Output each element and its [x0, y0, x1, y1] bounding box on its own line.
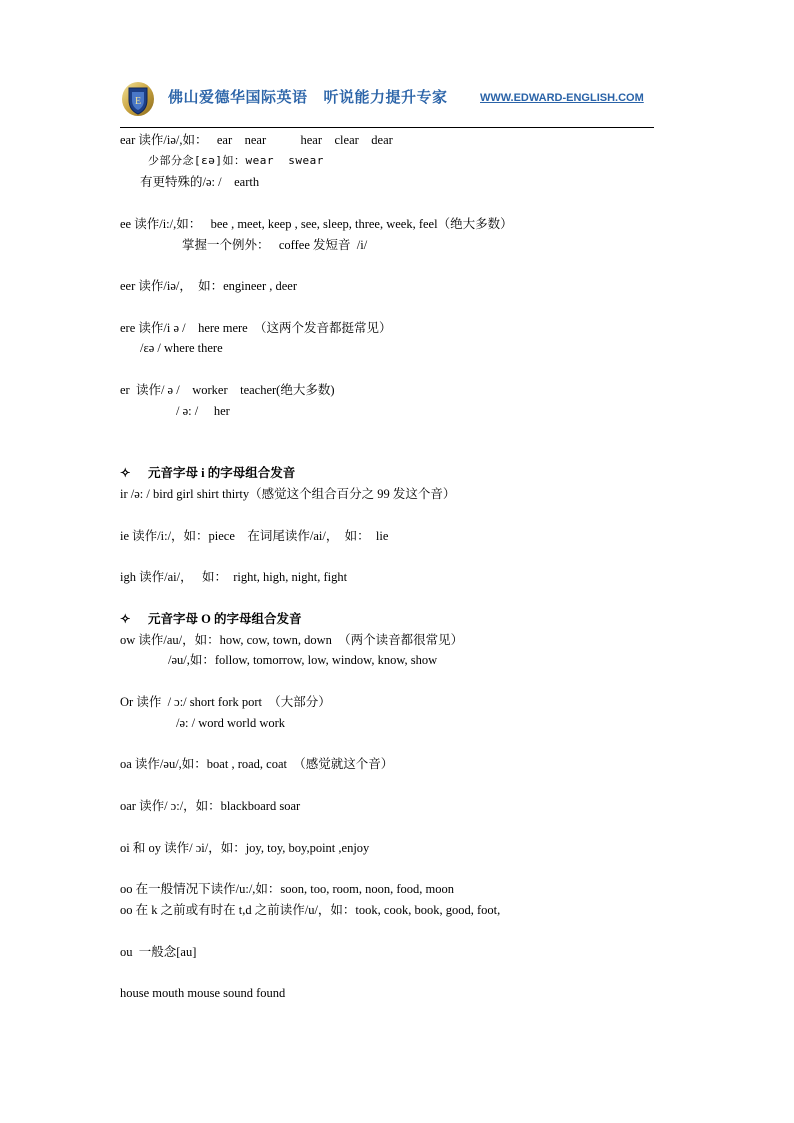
header-divider — [120, 127, 654, 128]
section-heading-text: 元音字母 O 的字母组合发音 — [148, 612, 302, 626]
text-line: ir /ə: / bird girl shirt thirty（感觉这个组合百分之 99 发这个音） — [120, 487, 456, 501]
text-line: oi 和 oy 读作/ ɔi/，如：joy, toy, boy,point ,enjoy — [120, 841, 370, 855]
text-line: /εə / where there — [140, 341, 223, 355]
section-heading-i — [120, 465, 295, 481]
text-line: ow 读作/au/，如：how, cow, town, down （两个读音都很常见） — [120, 633, 464, 647]
text-line: oar 读作/ ɔ:/，如：blackboard soar — [120, 799, 301, 813]
section-heading-o — [120, 611, 301, 627]
diamond-bullet-icon: ✧ — [120, 466, 131, 480]
text-line: oa 读作/əu/,如：boat , road, coat （感觉就这个音） — [120, 757, 394, 771]
text-line: ee 读作/i:/,如： bee , meet, keep , see, sleep, three, week, feel（绝大多数） — [120, 217, 513, 231]
text-line: / ə: / her — [176, 404, 230, 418]
text-line: eer 读作/iə/， 如：engineer , deer — [120, 279, 298, 293]
text-line: 掌握一个例外： coffee 发短音 /i/ — [182, 238, 368, 252]
website-link[interactable]: WWW.EDWARD-ENGLISH.COM — [480, 92, 644, 104]
text-line: 有更特殊的/ə: / earth — [140, 175, 260, 189]
text-line: oo 在一般情况下读作/u:/,如：soon, too, room, noon, food, moon — [120, 882, 455, 896]
svg-text:E: E — [134, 96, 142, 107]
section-heading-text: 元音字母 i 的字母组合发音 — [148, 466, 296, 480]
text-line: ear 读作/iə/,如： ear near hear clear dear — [120, 133, 393, 147]
text-line: house mouth mouse sound found — [120, 986, 286, 1000]
diamond-bullet-icon: ✧ — [120, 612, 131, 626]
text-line: Or 读作 / ɔ:/ short fork port （大部分） — [120, 695, 331, 709]
text-line: 少部分念[εə]如：wear swear — [148, 154, 324, 167]
text-line: oo 在 k 之前或有时在 t,d 之前读作/u/，如：took, cook, book, good, foot, — [120, 903, 501, 917]
text-line: igh 读作/ai/， 如： right, high, night, fight — [120, 570, 348, 584]
text-line: er 读作/ ə / worker teacher(绝大多数) — [120, 383, 335, 397]
text-line: /əu/,如：follow, tomorrow, low, window, know, show — [168, 653, 438, 667]
text-line: ere 读作/i ə / here mere （这两个发音都挺常见） — [120, 321, 392, 335]
text-line: /ə: / word world work — [176, 716, 286, 730]
page-header — [120, 80, 654, 128]
brand-name: 佛山爱德华国际英语 — [168, 88, 308, 106]
brand-slogan: 听说能力提升专家 — [323, 88, 448, 106]
text-line: ou 一般念[au] — [120, 945, 197, 959]
shield-logo-icon — [120, 80, 156, 118]
text-line: ie 读作/i:/，如：piece 在词尾读作/ai/， 如： lie — [120, 529, 389, 543]
brand-title — [168, 86, 448, 107]
